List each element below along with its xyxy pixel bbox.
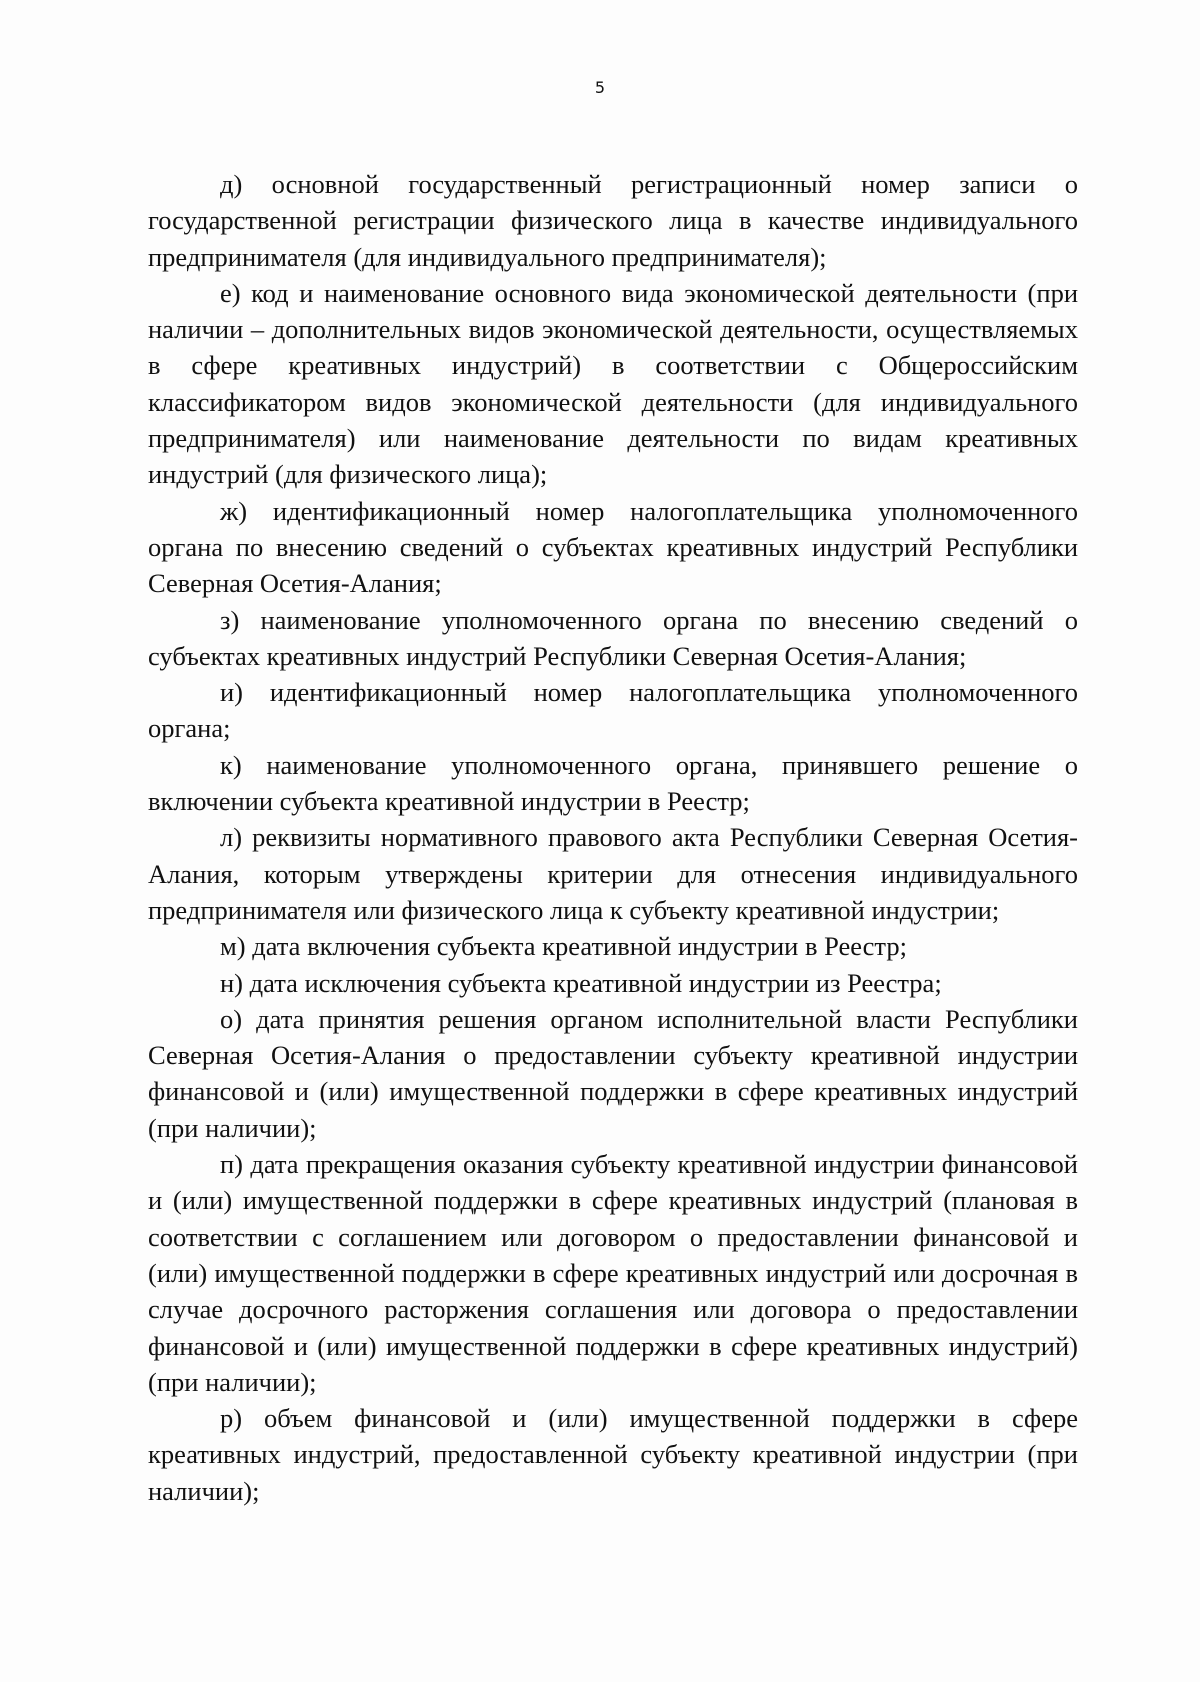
document-body: [148, 166, 1078, 1509]
list-item-d: д) основной государственный регистрационный номер записи о государственной регистрации физического лица в качестве индивидуального предпринимателя (для индивидуального предпринимателя);: [148, 169, 1078, 272]
list-item-o: о) дата принятия решения органом исполнительной власти Республики Северная Осетия-Алания о предоставлении субъекту креативной индустрии финансовой и (или) имущественной поддержки в сфере креативных индустрий (при наличии);: [148, 1003, 1078, 1143]
list-item-m: м) дата включения субъекта креативной индустрии в Реестр;: [220, 931, 907, 962]
list-item-p: п) дата прекращения оказания субъекту креативной индустрии финансовой и (или) имущественной поддержки в сфере креативных индустрий (плановая в соответствии с соглашением или договором о предоставлении финансовой и (или) имущественной поддержки в сфере креативных индустрий или досрочная в случае досрочного расторжения соглашения или договора о предоставлении финансовой и (или) имущественной поддержки в сфере креативных индустрий) (при наличии);: [148, 1149, 1078, 1397]
list-item-l: л) реквизиты нормативного правового акта Республики Северная Осетия-Алания, которым утверждены критерии для отнесения индивидуального предпринимателя или физического лица к субъекту креативной индустрии;: [148, 822, 1078, 925]
list-item-zh: ж) идентификационный номер налогоплательщика уполномоченного органа по внесению сведений о субъектах креативных индустрий Республики Северная Осетия-Алания;: [148, 495, 1078, 599]
list-item-r: р) объем финансовой и (или) имущественной поддержки в сфере креативных индустрий, предоставленной субъекту креативной индустрии (при наличии);: [148, 1403, 1078, 1506]
page-number: 5: [594, 78, 606, 97]
list-item-n: н) дата исключения субъекта креативной индустрии из Реестра;: [220, 967, 942, 998]
list-item-z: з) наименование уполномоченного органа по внесению сведений о субъектах креативных индустрий Республики Северная Осетия-Алания;: [148, 604, 1078, 671]
list-item-k: к) наименование уполномоченного органа, принявшего решение о включении субъекта креативной индустрии в Реестр;: [148, 749, 1078, 817]
list-item-i: и) идентификационный номер налогоплательщика уполномоченного органа;: [148, 677, 1078, 744]
list-item-e: е) код и наименование основного вида экономической деятельности (при наличии – дополнительных видов экономической деятельности, осуществляемых в сфере креативных индустрий) в соответствии с Общероссийским классификатором видов экономической деятельности (для индивидуального предпринимателя) или наименование деятельности по видам креативных индустрий (для физического лица);: [148, 277, 1078, 490]
